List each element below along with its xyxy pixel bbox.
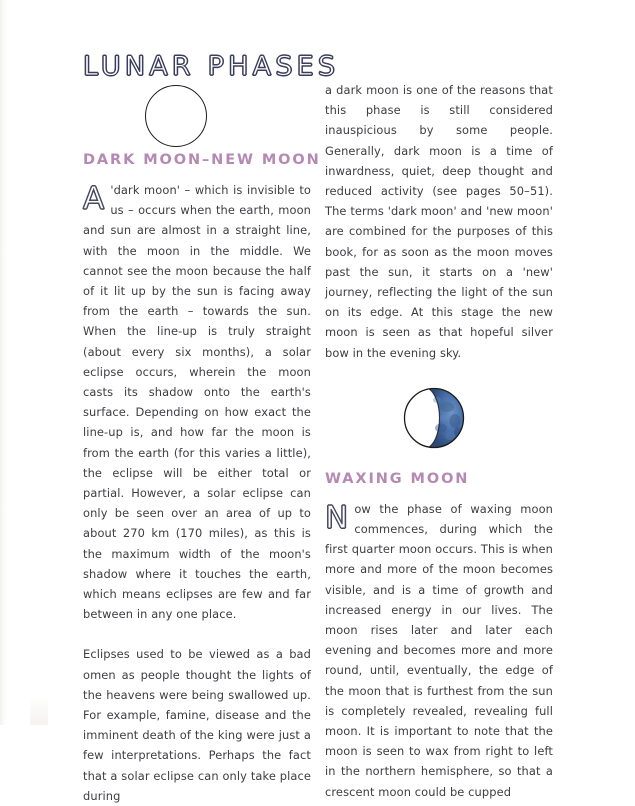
scan-edge-artifact-bottom bbox=[30, 695, 48, 725]
paragraph: Eclipses used to be viewed as a bad omen as people thought the lights of the heavens were being swallowed up. For example, famine, disease and the imminent death of the king were just a few interpretations. Perhaps the fact that a solar eclipse can only take place during bbox=[83, 647, 311, 803]
waxing-moon-crescent-icon bbox=[403, 387, 465, 449]
scan-edge-artifact bbox=[0, 0, 7, 725]
paragraph-text: ow the phase of waxing moon commences, during which the first quarter moon occurs. This is when more and more of the moon becomes visible, and is a time of growth and increased energy in our lives. The moon rises later and later each evening and becomes more and more round, until, eventually, the edge of the moon that is furthest from the sun is completely revealed, revealing full moon. It is important to note that the moon is seen to wax from right to left in the northern hemisphere, so that a crescent moon could be cupped bbox=[325, 501, 553, 799]
section-heading-dark-moon: DARK MOON–NEW MOON bbox=[83, 152, 321, 168]
paragraph: a dark moon is one of the reasons that this phase is still considered inauspicious by some people. Generally, dark moon is a time of inwardness, quiet, deep thought and reduced activity (see pages 50–51). The terms 'dark moon' and 'new moon' are combined for the purposes of this book, for as soon as the moon moves past the sun, it starts on a 'new' journey, reflecting the light of the sun on its edge. At this stage the new moon is seen as that hopeful silver bow in the evening sky. bbox=[325, 83, 553, 360]
section-heading-waxing-moon: WAXING MOON bbox=[325, 470, 470, 487]
dropcap-a: A bbox=[83, 181, 105, 217]
dropcap-n: N bbox=[325, 499, 349, 536]
dark-moon-circle-icon bbox=[145, 85, 207, 147]
waxing-moon-illustration bbox=[325, 385, 553, 471]
paragraph-text: 'dark moon' – which is invisible to us – occurs when the earth, moon and sun are almost in a straight line, with the moon in the middle. We cannot see the moon because the half of it lit up by the sun is facing away from the earth – towards the sun. When the line-up is truly straight (about every six months), a solar eclipse occurs, wherein the moon casts its shadow onto the earth's surface. Depending on how exact the line-up is, and how far the moon is from the earth (for this varies a little), the eclipse will be either total or partial. However, a solar eclipse can only be seen over an area of up to about 270 km (170 miles), as this is the maximum width of the moon's shadow where it touches the earth, which means eclipses are few and far between in any one place. bbox=[83, 183, 311, 622]
page-title: LUNAR PHASES bbox=[83, 51, 340, 83]
paragraph bbox=[325, 499, 553, 802]
column-left bbox=[83, 80, 321, 806]
dark-moon-illustration bbox=[83, 80, 311, 152]
paragraph bbox=[83, 180, 311, 624]
column-right bbox=[325, 80, 553, 802]
